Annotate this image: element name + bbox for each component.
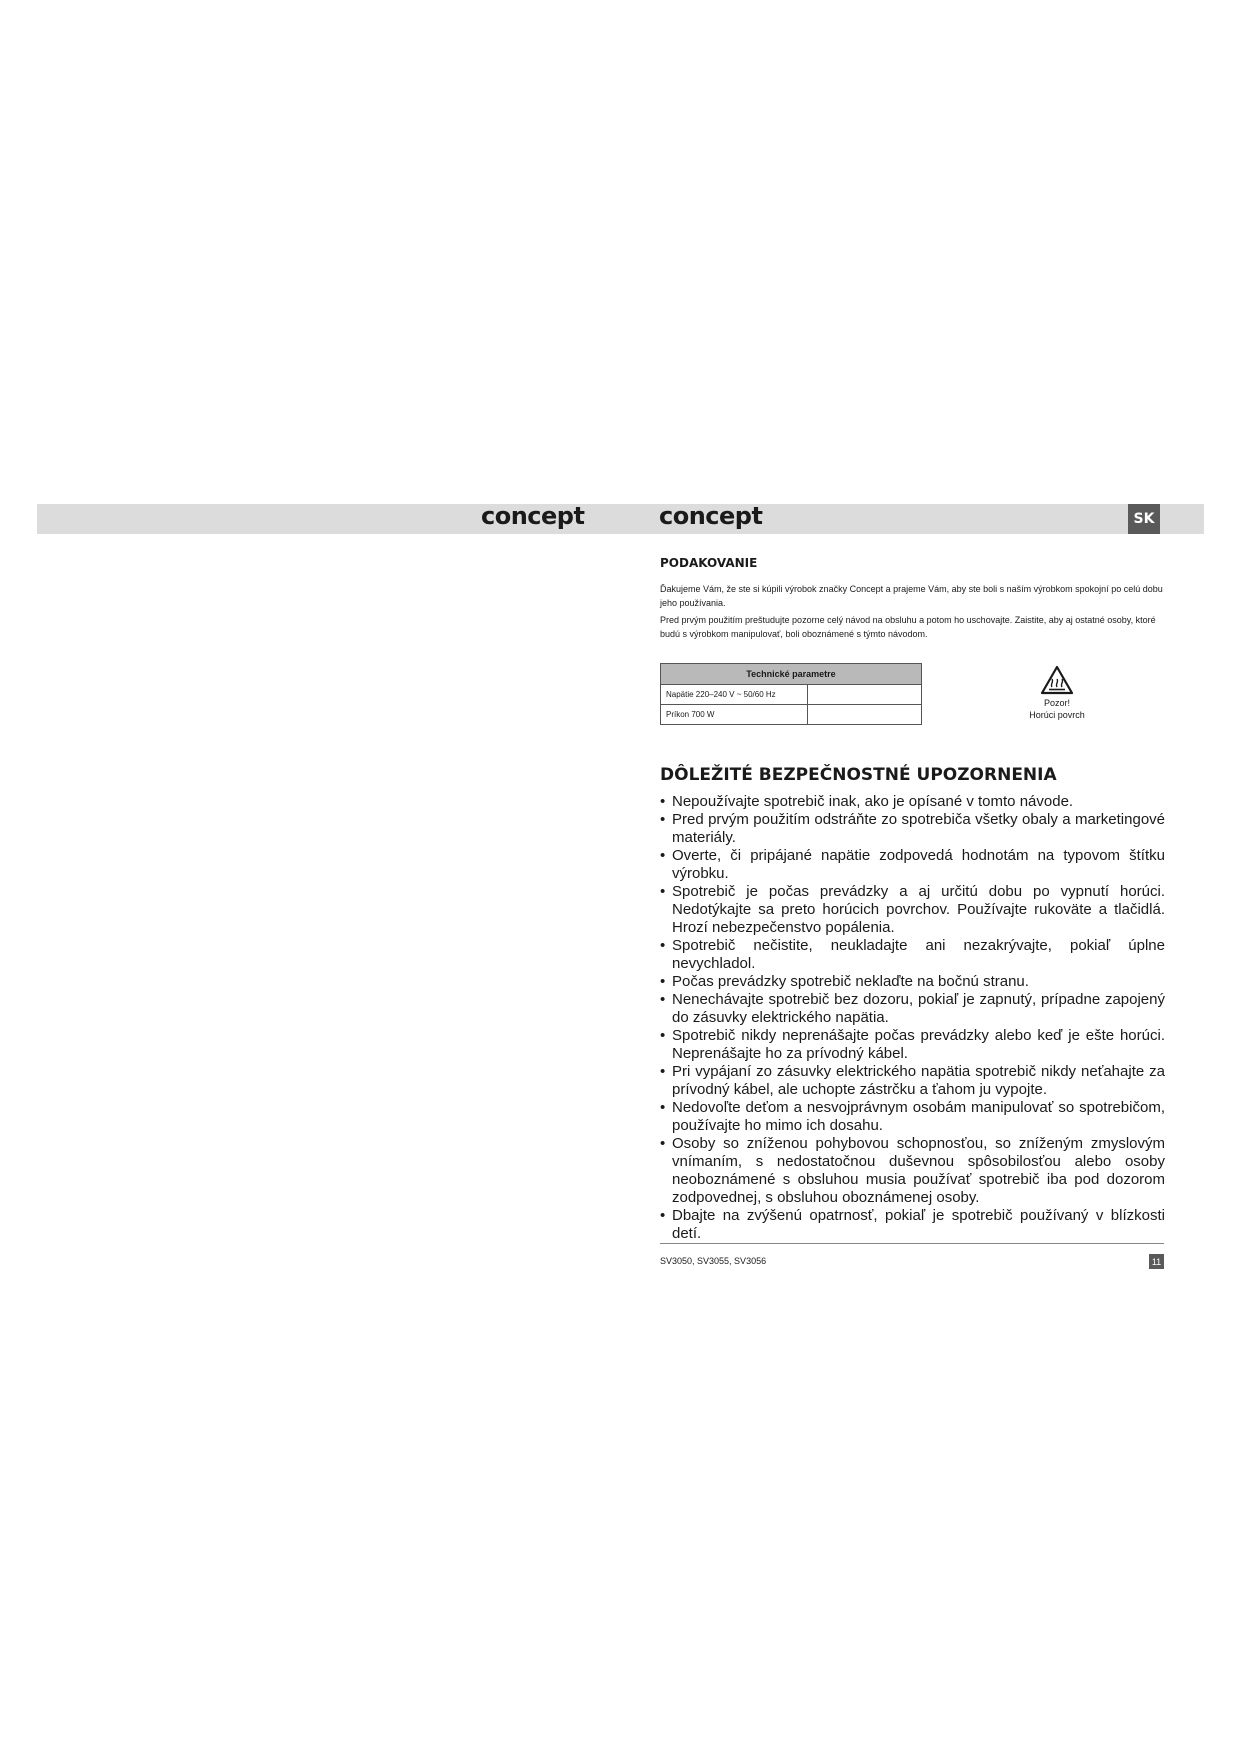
header-band (37, 504, 1204, 534)
specs-heading: Technické parametre (661, 664, 922, 685)
footer-divider (660, 1243, 1164, 1244)
list-item: • Overte, či pripájané napätie zodpovedá hodnotám na typovom štítku výrobku. (660, 847, 1165, 883)
spec-power: Príkon 700 W (661, 705, 808, 725)
list-item: • Nepoužívajte spotrebič inak, ako je opísané v tomto návode. (660, 793, 1165, 811)
list-item: • Pred prvým použitím odstráňte zo spotrebiča všetky obaly a marketingové materiály. (660, 811, 1165, 847)
list-item: • Pri vypájaní zo zásuvky elektrického napätia spotrebič nikdy neťahajte za prívodný kábel, ale uchopte zástrčku a ťahom ju vypojte. (660, 1063, 1165, 1099)
table-row (661, 705, 922, 725)
page-number: 11 (1149, 1254, 1164, 1269)
page-content (660, 556, 1165, 1243)
spec-voltage: Napätie 220–240 V ~ 50/60 Hz (661, 685, 808, 705)
list-item: • Dbajte na zvýšenú opatrnosť, pokiaľ je spotrebič používaný v blízkosti detí. (660, 1207, 1165, 1243)
list-item: • Spotrebič nikdy neprenášajte počas prevádzky alebo keď je ešte horúci. Neprenášajte ho za prívodný kábel. (660, 1027, 1165, 1063)
list-item: • Nenechávajte spotrebič bez dozoru, pokiaľ je zapnutý, prípadne zapojený do zásuvky elektrického napätia. (660, 991, 1165, 1027)
spec-power-value (808, 705, 922, 725)
specs-row (660, 663, 1165, 725)
hot-surface-warning (1012, 665, 1102, 721)
thanks-paragraph-2: Pred prvým použitím preštudujte pozorne celý návod na obsluhu a potom ho uschovajte. Zaistite, aby aj ostatné osoby, ktoré budú s výrobkom manipulovať, boli oboznámené s týmto návodom. (660, 615, 1156, 639)
brand-logo-right: concept (659, 502, 763, 530)
table-row (661, 685, 922, 705)
thanks-title: PODAKOVANIE (660, 556, 758, 570)
list-item: • Spotrebič nečistite, neukladajte ani nezakrývajte, pokiaľ úplne nevychladol. (660, 937, 1165, 973)
list-item: • Nedovoľte deťom a nesvojprávnym osobám manipulovať so spotrebičom, používajte ho mimo ich dosahu. (660, 1099, 1165, 1135)
spec-voltage-value (808, 685, 922, 705)
language-badge: SK (1128, 504, 1160, 534)
safety-list (660, 793, 1165, 1243)
safety-title: DÔLEŽITÉ BEZPEČNOSTNÉ UPOZORNENIA (660, 765, 1057, 785)
list-item: • Počas prevádzky spotrebič neklaďte na bočnú stranu. (660, 973, 1165, 991)
warning-line-1: Pozor! (1043, 698, 1070, 708)
brand-logo-left: concept (481, 502, 585, 530)
list-item: • Spotrebič je počas prevádzky a aj určitú dobu po vypnutí horúci. Nedotýkajte sa preto horúcich povrchov. Používajte rukoväte a tlačidlá. Hrozí nebezpečenstvo popálenia. (660, 883, 1165, 937)
list-item: • Osoby so zníženou pohybovou schopnosťou, so zníženým zmyslovým vnímaním, s nedostatočnou duševnou spôsobilosťou alebo osoby neoboznámené s obsluhou musia používať spotrebič iba pod dozorom zodpovednej, s obsluhou oboznámenej osoby. (660, 1135, 1165, 1207)
specs-table (660, 663, 922, 725)
hot-surface-icon (1040, 665, 1074, 695)
footer-model-numbers: SV3050, SV3055, SV3056 (660, 1256, 767, 1266)
thanks-paragraph-1: Ďakujeme Vám, že ste si kúpili výrobok značky Concept a prajeme Vám, aby ste boli s naším výrobkom spokojní po celú dobu jeho používania. (660, 584, 1163, 608)
warning-line-2: Horúci povrch (1029, 710, 1085, 720)
